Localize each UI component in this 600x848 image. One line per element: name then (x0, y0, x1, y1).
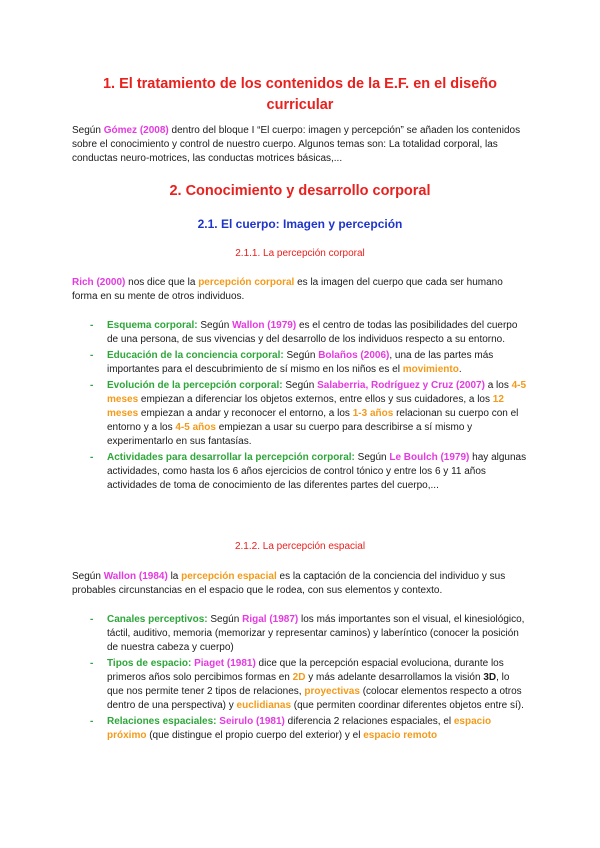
bullet-dash-icon: - (90, 452, 94, 463)
bullet-dash-icon: - (90, 614, 94, 625)
bullet-dash-icon: - (90, 320, 94, 331)
body-text: diferencia 2 relaciones espaciales, el (284, 716, 454, 727)
body-text: Según (283, 350, 319, 361)
body-text: (que distingue el propio cuerpo del exterior) y el (146, 730, 364, 741)
bullet-dash-icon: - (90, 658, 94, 669)
heading-section-2: 2. Conocimiento y desarrollo corporal (169, 183, 431, 199)
keyword: espacio próximo (107, 716, 492, 741)
body-text: (que permiten coordinar diferentes objetos entre sí). (291, 700, 524, 711)
term-label: Canales perceptivos: (107, 614, 208, 625)
heading-subsection-2-1-2: 2.1.2. La percepción espacial (234, 541, 366, 552)
keyword: espacio remoto (363, 730, 438, 741)
wallon-term: percepción espacial (181, 571, 277, 582)
body-text: 3D (483, 672, 497, 683)
term-label: Evolución de la percepción corporal: (107, 380, 283, 391)
rich-author: Rich (2000) (72, 277, 126, 288)
body-text: (colocar elementos respecto a otros dentro de una perspectiva) y (107, 686, 522, 711)
keyword: 12 meses (107, 394, 504, 419)
body-text: los más importantes son el visual, el kinesiológico, táctil, auditivo, memoria (memorizar y representar caminos) y laberíntico (conocer la posición de nuestra cabeza y cuerpo) (107, 614, 525, 653)
author-citation: Piaget (1981) (194, 658, 256, 669)
rich-paragraph (72, 276, 528, 304)
keyword: 1-3 años (352, 408, 394, 419)
term-label: Esquema corporal: (107, 320, 198, 331)
body-text: empiezan a andar y reconocer el entorno, a los (138, 408, 353, 419)
heading-section-1: 1. El tratamiento de los contenidos de la E.F. en el diseño curricular (102, 76, 497, 113)
intro-paragraph (72, 124, 528, 166)
term-label: Relaciones espaciales: (107, 716, 217, 727)
body-text: es el centro de todas las posibilidades del cuerpo de una persona, de sus vivencias y del desarrollo de los individuos respecto a su entorno. (107, 320, 518, 345)
wallon-text-1: la (167, 571, 182, 582)
wallon-paragraph (72, 570, 528, 598)
bullet-dash-icon: - (90, 716, 94, 727)
wallon-pre: Según (72, 571, 104, 582)
intro-pre: Según (72, 125, 104, 136)
list-item (72, 613, 528, 655)
body-text: , lo que nos permite tener 2 tipos de relaciones, (107, 672, 510, 697)
list-item (72, 349, 528, 377)
list-item (72, 657, 528, 713)
body-text: dice que la percepción espacial evoluciona, durante los primeros años solo percibimos formas en (107, 658, 504, 683)
keyword: 2D (292, 672, 306, 683)
author-citation: Seirulo (1981) (219, 716, 285, 727)
body-text: a los (484, 380, 512, 391)
intro-author: Gómez (2008) (103, 125, 169, 136)
list-percepcion-corporal (72, 319, 528, 495)
wallon-author: Wallon (1984) (103, 571, 168, 582)
body-text: Según (282, 380, 318, 391)
body-text: , una de las partes más importantes para el descubrimiento de sí mismo en los niños es el (107, 350, 494, 375)
term-label: Educación de la conciencia corporal: (107, 350, 284, 361)
list-item (72, 451, 528, 493)
body-text: y más adelante desarrollamos la visión (305, 672, 484, 683)
term-label: Actividades para desarrollar la percepción corporal: (107, 452, 355, 463)
keyword: movimiento (402, 364, 459, 375)
keyword: 4-5 meses (107, 380, 527, 405)
rich-term: percepción corporal (198, 277, 295, 288)
list-item (72, 379, 528, 449)
body-text: Según (207, 614, 243, 625)
body-text: empiezan a usar su cuerpo para describirse a sí mismo y experimentarlo en sus fantasías. (107, 422, 473, 447)
term-label: Tipos de espacio: (107, 658, 192, 669)
body-text: relacionan su cuerpo con el entorno y a los (107, 408, 519, 433)
author-citation: Salaberria, Rodríguez y Cruz (2007) (317, 380, 485, 391)
body-text: empiezan a diferenciar los objetos externos, entre ellos y sus cuidadores, a los (138, 394, 493, 405)
body-text: hay algunas actividades, como hasta los 6 años ejercicios de control tónico y entre los 6 y 11 años actividades de toma de conocimiento de las diferentes partes del cuerpo,... (107, 452, 527, 491)
rich-text-2: es la imagen del cuerpo que cada ser humano forma en su mente de otros individuos. (72, 277, 503, 302)
bullet-dash-icon: - (90, 380, 94, 391)
list-percepcion-espacial (72, 613, 528, 745)
list-item (72, 319, 528, 347)
list-item (72, 715, 528, 743)
author-citation: Bolaños (2006) (318, 350, 390, 361)
rich-text-1: nos dice que la (125, 277, 199, 288)
author-citation: Rigal (1987) (242, 614, 299, 625)
keyword: 4-5 años (175, 422, 216, 433)
wallon-text-2: es la captación de la conciencia del individuo y sus probables circunstancias en el espacio que le rodea, con sus elementos y contexto. (72, 571, 506, 596)
body-text: Según (354, 452, 390, 463)
heading-subsection-2-1-1: 2.1.1. La percepción corporal (235, 248, 365, 259)
body-text: Según (197, 320, 233, 331)
heading-subsection-2-1: 2.1. El cuerpo: Imagen y percepción (197, 217, 403, 231)
author-citation: Le Boulch (1979) (389, 452, 470, 463)
keyword: proyectivas (304, 686, 360, 697)
body-text: . (458, 364, 462, 375)
intro-post: dentro del bloque I “El cuerpo: imagen y percepción” se añaden los contenidos sobre el conocimiento y control de nuestro cuerpo. Algunos temas son: La totalidad corporal, las conductas neuro-motrices, las conductas motrices básicas,... (72, 125, 521, 164)
bullet-dash-icon: - (90, 350, 94, 361)
keyword: euclidianas (236, 700, 291, 711)
author-citation: Wallon (1979) (232, 320, 297, 331)
